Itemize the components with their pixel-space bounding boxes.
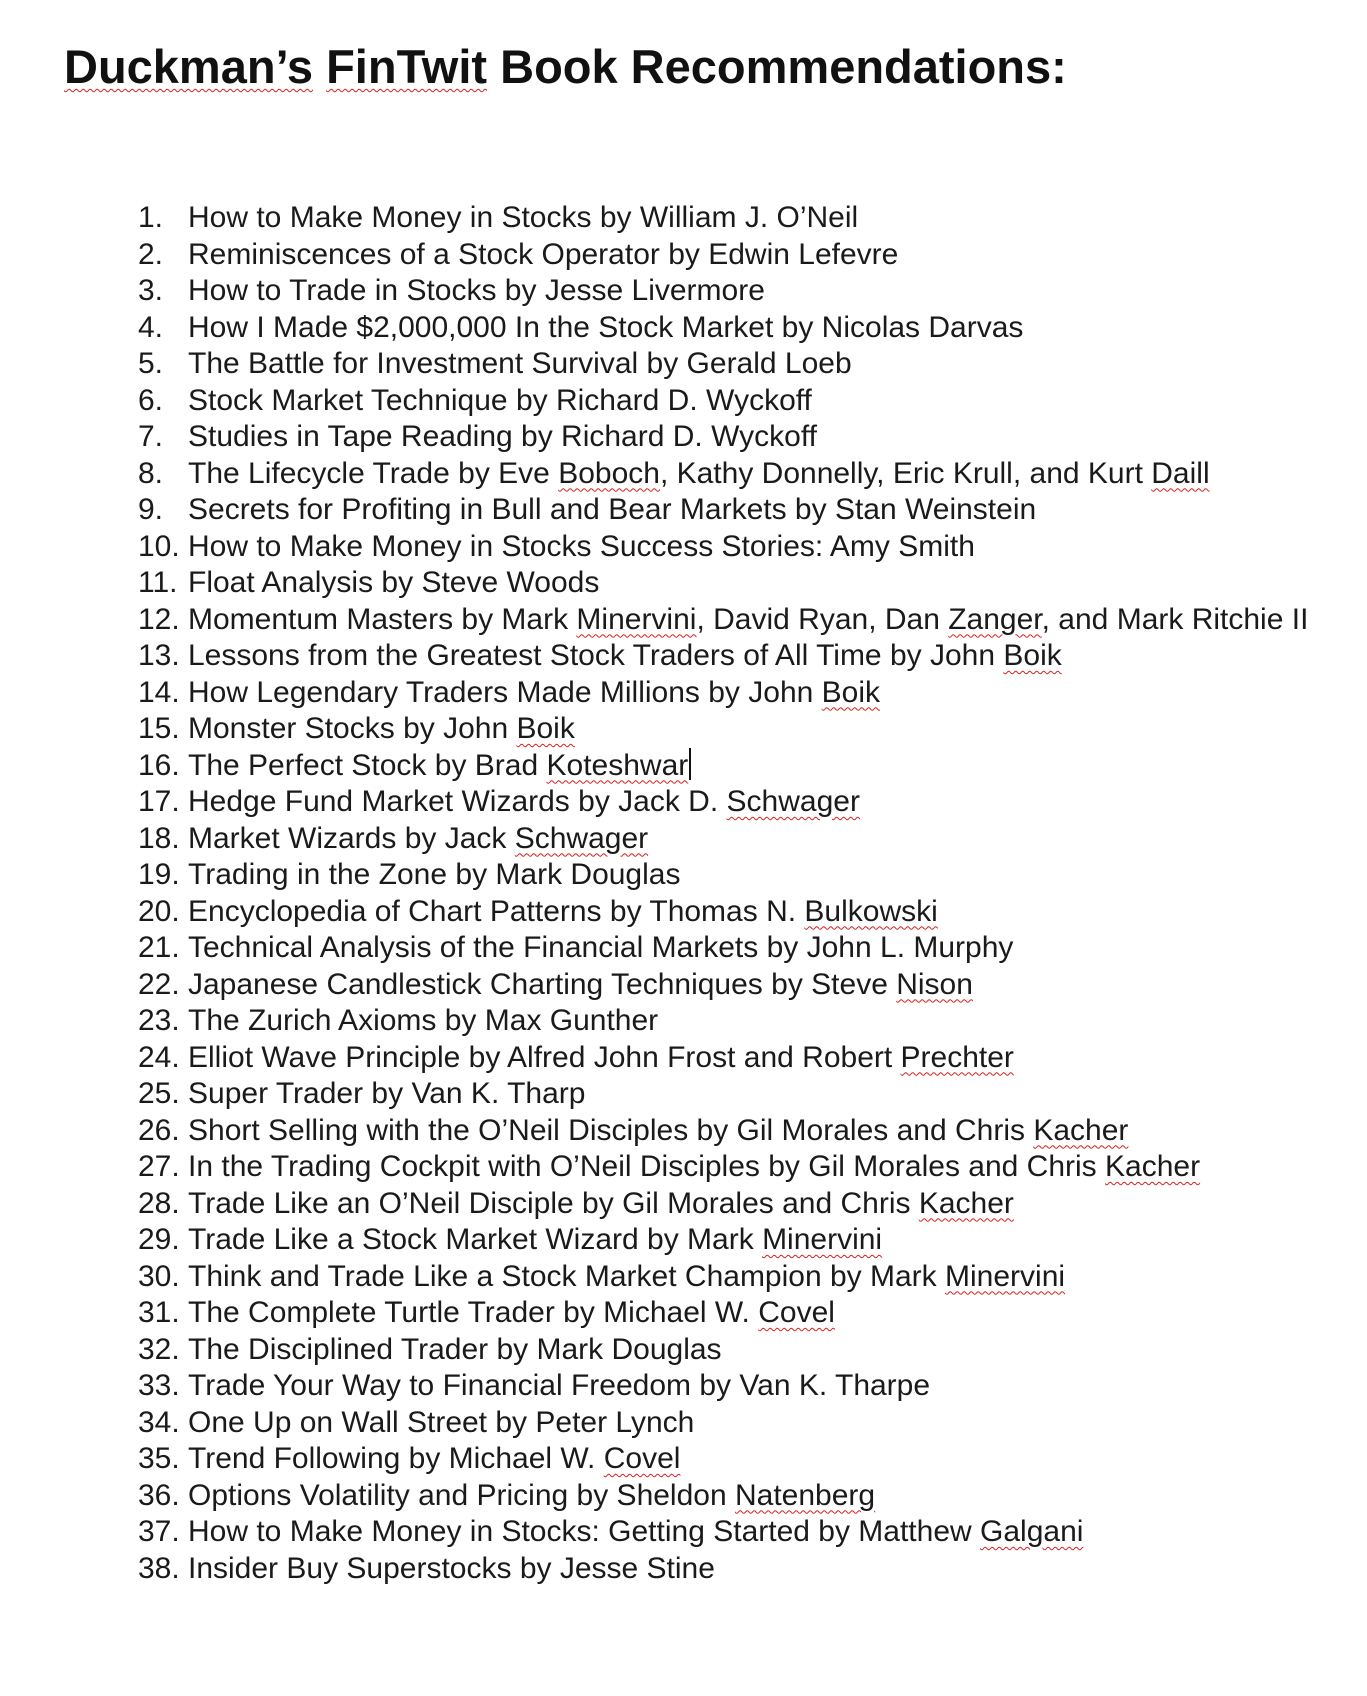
list-item-number: 13.	[138, 639, 180, 672]
list-item	[138, 930, 1338, 967]
list-item	[138, 1551, 1338, 1588]
list-item	[138, 1149, 1338, 1186]
spellcheck-flagged-word: Daill	[1151, 456, 1210, 490]
list-item-text: The Disciplined Trader by Mark Douglas	[188, 1332, 722, 1366]
list-item	[138, 675, 1338, 712]
list-item-number: 18.	[138, 821, 180, 855]
list-item	[138, 894, 1338, 931]
spellcheck-flagged-word: Boik	[1003, 639, 1062, 672]
list-item-text: Momentum Masters by Mark Minervini, David Ryan, Dan Zanger, and Mark Ritchie II	[188, 602, 1309, 636]
list-item	[138, 1186, 1338, 1223]
spellcheck-flagged-word: Boik	[516, 712, 575, 745]
list-item	[138, 821, 1338, 858]
document-title	[64, 38, 1067, 96]
list-item-number: 30.	[138, 1259, 180, 1293]
list-item-number: 31.	[138, 1296, 180, 1329]
list-item-text: The Zurich Axioms by Max Gunther	[188, 1004, 659, 1037]
spellcheck-flagged-word: Kacher	[918, 1186, 1014, 1220]
list-item-text: Trade Like a Stock Market Wizard by Mark Minervini	[188, 1223, 883, 1256]
list-item-text: How to Trade in Stocks by Jesse Livermore	[188, 274, 765, 307]
list-item-text: How Legendary Traders Made Millions by John Boik	[188, 675, 881, 709]
list-item-text: The Battle for Investment Survival by Gerald Loeb	[188, 347, 852, 380]
list-item	[138, 1003, 1338, 1040]
list-item-number: 8.	[138, 456, 164, 490]
title-word-fintwit: FinTwit	[326, 40, 488, 93]
list-item-number: 24.	[138, 1040, 180, 1074]
list-item-number: 5.	[138, 347, 164, 380]
list-item	[138, 383, 1338, 420]
spellcheck-flagged-word: Boboch	[558, 456, 660, 490]
list-item-number: 10.	[138, 529, 180, 563]
spellcheck-flagged-word: Galgani	[980, 1515, 1084, 1548]
list-item-number: 6.	[138, 383, 164, 417]
list-item	[138, 1113, 1338, 1150]
list-item	[138, 1332, 1338, 1369]
list-item-text: Trade Your Way to Financial Freedom by Van K. Tharpe	[188, 1369, 931, 1402]
list-item-text: One Up on Wall Street by Peter Lynch	[188, 1405, 695, 1439]
spellcheck-flagged-word: Kacher	[1033, 1113, 1129, 1147]
spellcheck-flagged-word: Bulkowski	[804, 894, 938, 928]
list-item-text: How to Make Money in Stocks by William J. O’Neil	[188, 201, 859, 234]
list-item-text: The Lifecycle Trade by Eve Boboch, Kathy Donnelly, Eric Krull, and Kurt Daill	[188, 456, 1210, 490]
list-item	[138, 1040, 1338, 1077]
list-item-number: 27.	[138, 1150, 180, 1183]
list-item-text: The Complete Turtle Trader by Michael W. Covel	[188, 1296, 835, 1329]
list-item-text: Studies in Tape Reading by Richard D. Wyckoff	[188, 420, 817, 453]
list-item-number: 7.	[138, 420, 164, 453]
list-item-text: Super Trader by Van K. Tharp	[188, 1077, 586, 1110]
spellcheck-flagged-word: Zanger	[948, 602, 1042, 636]
list-item-text: Trade Like an O’Neil Disciple by Gil Morales and Chris Kacher	[188, 1186, 1014, 1220]
list-item	[138, 237, 1338, 274]
list-item-number: 3.	[138, 274, 164, 307]
list-item-text: Short Selling with the O’Neil Disciples by Gil Morales and Chris Kacher	[188, 1113, 1129, 1147]
list-item-number: 22.	[138, 967, 180, 1001]
list-item	[138, 310, 1338, 347]
list-item	[138, 1222, 1338, 1259]
list-item	[138, 748, 1338, 785]
list-item	[138, 711, 1338, 748]
list-item	[138, 456, 1338, 493]
list-item-number: 11.	[138, 566, 178, 599]
list-item-number: 16.	[138, 748, 180, 782]
list-item	[138, 200, 1338, 237]
list-item	[138, 346, 1338, 383]
list-item-number: 4.	[138, 310, 164, 344]
list-item-number: 33.	[138, 1369, 180, 1402]
list-item	[138, 492, 1338, 529]
spellcheck-flagged-word: Koteshwar	[546, 748, 689, 782]
list-item	[138, 1514, 1338, 1551]
list-item-text: Insider Buy Superstocks by Jesse Stine	[188, 1551, 715, 1585]
list-item	[138, 529, 1338, 566]
list-item-text: In the Trading Cockpit with O’Neil Disciples by Gil Morales and Chris Kacher	[188, 1150, 1201, 1183]
list-item-number: 19.	[138, 858, 180, 891]
list-item	[138, 1295, 1338, 1332]
list-item-number: 36.	[138, 1478, 180, 1512]
spellcheck-flagged-word: Minervini	[576, 602, 697, 636]
spellcheck-flagged-word: Covel	[758, 1296, 835, 1329]
spellcheck-flagged-word: Covel	[603, 1442, 681, 1475]
list-item-text: Lessons from the Greatest Stock Traders of All Time by John Boik	[188, 639, 1062, 672]
list-item-number: 29.	[138, 1223, 180, 1256]
list-item	[138, 565, 1338, 602]
list-item-number: 21.	[138, 931, 180, 964]
list-item-number: 2.	[138, 237, 164, 271]
list-item-number: 25.	[138, 1077, 180, 1110]
list-item-number: 28.	[138, 1186, 180, 1220]
list-item	[138, 857, 1338, 894]
list-item	[138, 1368, 1338, 1405]
title-word-duckmans: Duckman’s	[64, 40, 314, 93]
list-item	[138, 602, 1338, 639]
list-item-text: Trend Following by Michael W. Covel	[188, 1442, 681, 1475]
list-item-text: Options Volatility and Pricing by Sheldon Natenberg	[188, 1478, 876, 1512]
list-item	[138, 967, 1338, 1004]
list-item-text: Japanese Candlestick Charting Techniques by Steve Nison	[188, 967, 973, 1001]
list-item	[138, 1076, 1338, 1113]
list-item-text: How to Make Money in Stocks: Getting Started by Matthew Galgani	[188, 1515, 1084, 1548]
list-item-text: Think and Trade Like a Stock Market Champion by Mark Minervini	[188, 1259, 1066, 1293]
spellcheck-flagged-word: Prechter	[900, 1040, 1014, 1074]
list-item-number: 35.	[138, 1442, 180, 1475]
spellcheck-flagged-word: Kacher	[1105, 1150, 1201, 1183]
list-item	[138, 638, 1338, 675]
list-item-number: 15.	[138, 712, 180, 745]
title-rest: Book Recommendations:	[500, 40, 1067, 93]
list-item-text: The Perfect Stock by Brad Koteshwar	[188, 748, 1318, 785]
spellcheck-flagged-word: Nison	[896, 967, 973, 1001]
spellcheck-flagged-word: Schwager	[726, 785, 860, 818]
list-item-text: Elliot Wave Principle by Alfred John Frost and Robert Prechter	[188, 1040, 1014, 1074]
list-item-number: 20.	[138, 894, 180, 928]
list-item-text: Encyclopedia of Chart Patterns by Thomas N. Bulkowski	[188, 894, 938, 928]
list-item-number: 38.	[138, 1551, 180, 1585]
spellcheck-flagged-word: Minervini	[762, 1223, 883, 1256]
list-item-text: Trading in the Zone by Mark Douglas	[188, 858, 681, 891]
list-item	[138, 784, 1338, 821]
list-item-text: Reminiscences of a Stock Operator by Edwin Lefevre	[188, 237, 899, 271]
list-item-number: 14.	[138, 675, 180, 709]
list-item-number: 26.	[138, 1113, 180, 1147]
list-item-number: 12.	[138, 602, 180, 636]
spellcheck-flagged-word: Natenberg	[735, 1478, 876, 1512]
list-item-number: 1.	[138, 201, 164, 234]
spellcheck-flagged-word: Minervini	[945, 1259, 1066, 1293]
list-item-number: 34.	[138, 1405, 180, 1439]
list-item-text: Monster Stocks by John Boik	[188, 712, 575, 745]
text-cursor	[689, 748, 691, 780]
list-item-text: Technical Analysis of the Financial Markets by John L. Murphy	[188, 931, 1014, 964]
list-item	[138, 1441, 1338, 1478]
list-item	[138, 1259, 1338, 1296]
list-item-number: 17.	[138, 785, 180, 818]
list-item-number: 23.	[138, 1004, 180, 1037]
spellcheck-flagged-word: Boik	[821, 675, 881, 709]
list-item-number: 32.	[138, 1332, 180, 1366]
list-item-text: Market Wizards by Jack Schwager	[188, 821, 649, 855]
list-item	[138, 419, 1338, 456]
list-item-text: Float Analysis by Steve Woods	[188, 566, 600, 599]
book-list	[138, 200, 1338, 1587]
list-item	[138, 1478, 1338, 1515]
list-item-number: 9.	[138, 493, 164, 526]
list-item	[138, 273, 1338, 310]
spellcheck-flagged-word: Schwager	[514, 821, 649, 855]
list-item-text: Secrets for Profiting in Bull and Bear Markets by Stan Weinstein	[188, 493, 1037, 526]
list-item-text: Stock Market Technique by Richard D. Wyckoff	[188, 383, 812, 417]
list-item-text: How I Made $2,000,000 In the Stock Market by Nicolas Darvas	[188, 310, 1024, 344]
list-item-number: 37.	[138, 1515, 180, 1548]
list-item-text: Hedge Fund Market Wizards by Jack D. Schwager	[188, 785, 860, 818]
list-item-text: How to Make Money in Stocks Success Stories: Amy Smith	[188, 529, 975, 563]
list-item	[138, 1405, 1338, 1442]
